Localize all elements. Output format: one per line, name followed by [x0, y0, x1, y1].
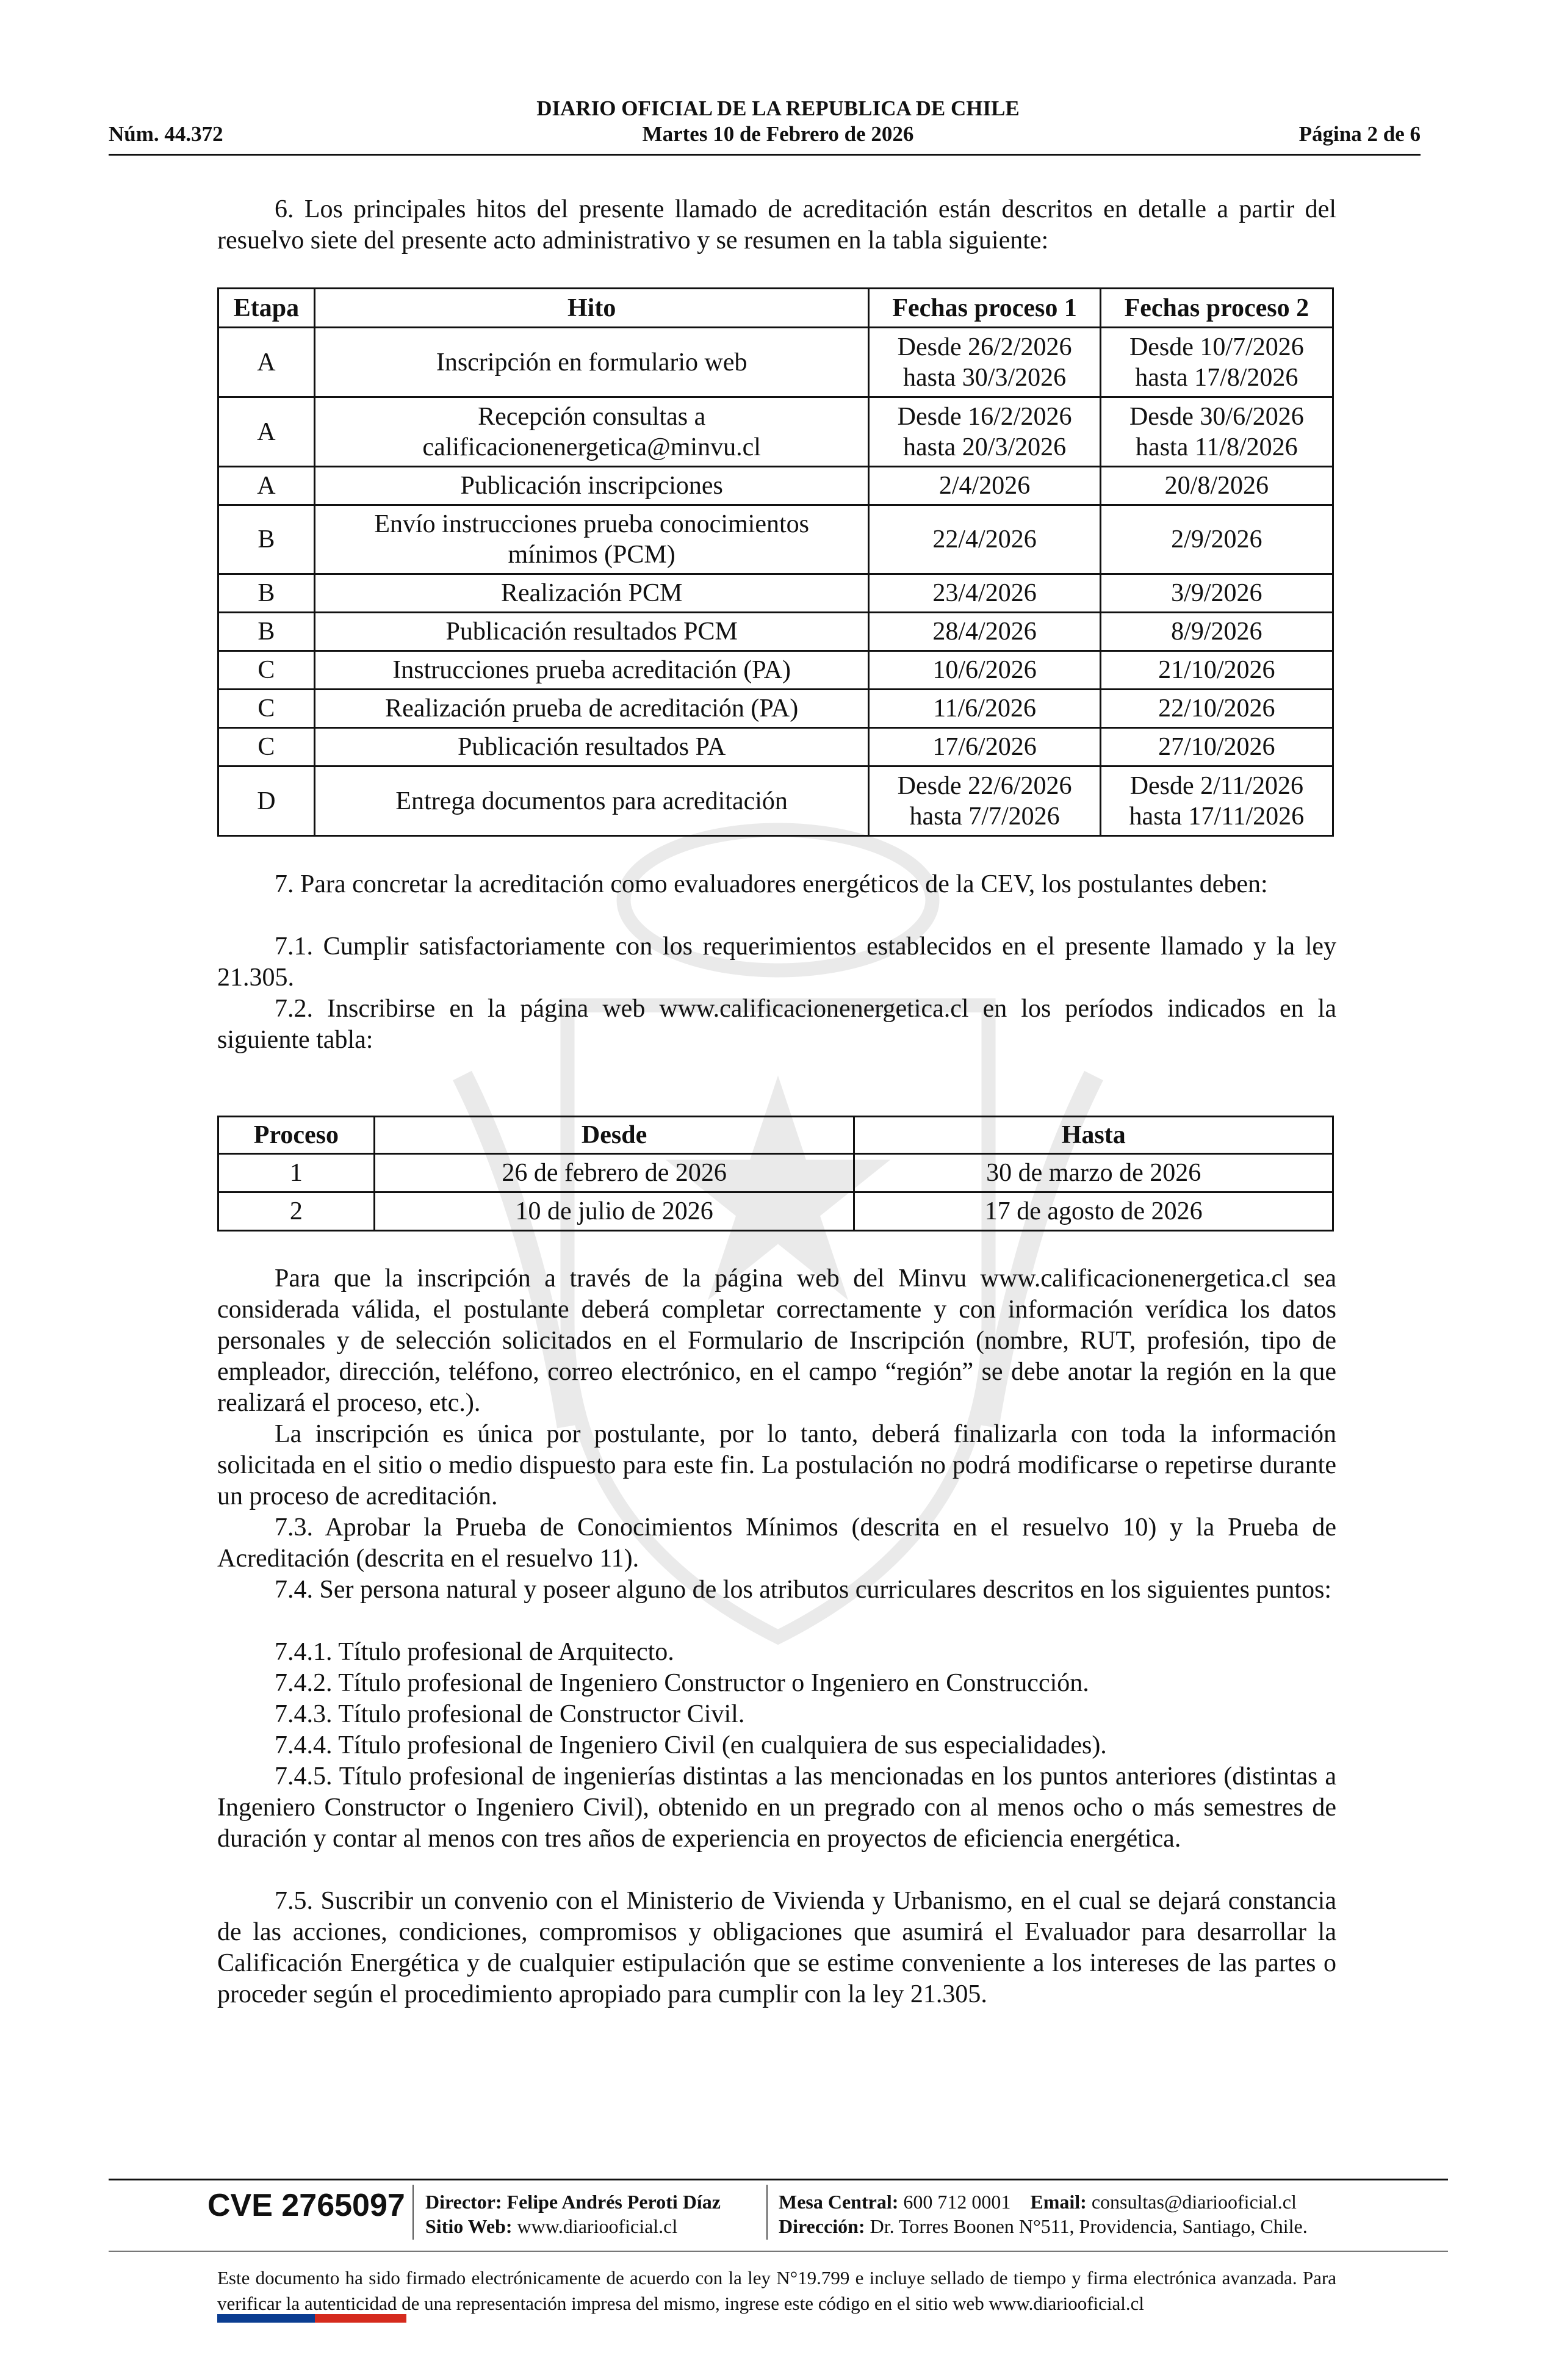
footer-divider: [109, 2179, 1448, 2180]
table-header-row: [218, 289, 1333, 328]
contact-line: [779, 2190, 1308, 2214]
list-item: 7.4.5. Título profesional de ingenierías distintas a las mencionadas en los puntos anteriores (distintas a Ingeniero Constructor o Ingeniero Civil), obtenido en un pregrado con al menos ocho o más semestres de duración y contar al menos con tres años de experiencia en proyectos de eficiencia energética.: [217, 1762, 1336, 1853]
etapa-cell: C: [218, 690, 315, 728]
mesa-value: 600 712 0001: [903, 2191, 1011, 2213]
page-number: Página 2 de 6: [1298, 122, 1421, 146]
date-line: hasta 20/3/2026: [903, 433, 1067, 461]
titles-list: [217, 1637, 1336, 1855]
proceso1-cell: 10/6/2026: [869, 651, 1100, 690]
date-line: Desde 22/6/2026: [897, 771, 1072, 800]
hito-cell: Realización PCM: [314, 574, 869, 613]
table-row: [218, 467, 1333, 505]
issue-number: Núm. 44.372: [109, 122, 223, 146]
hito-cell: Publicación resultados PA: [314, 728, 869, 766]
proceso-cell: 2: [218, 1192, 375, 1231]
hito-cell: Realización prueba de acreditación (PA): [314, 690, 869, 728]
requirements-block: [217, 1263, 1336, 2010]
table-row: [218, 728, 1333, 766]
date-line: hasta 30/3/2026: [903, 363, 1067, 392]
hito-line: calificacionenergetica@minvu.cl: [422, 433, 761, 461]
proceso2-cell: 8/9/2026: [1100, 613, 1333, 651]
hito-cell: Instrucciones prueba acreditación (PA): [314, 651, 869, 690]
cve-code: CVE 2765097: [207, 2188, 405, 2223]
proceso2-cell: 21/10/2026: [1100, 651, 1333, 690]
table-row: [218, 328, 1333, 397]
proceso1-cell: [869, 397, 1100, 467]
column-header: Fechas proceso 1: [869, 289, 1100, 328]
table-row: [218, 1154, 1333, 1192]
proceso1-cell: [869, 328, 1100, 397]
table-row: [218, 613, 1333, 651]
proceso1-cell: 11/6/2026: [869, 690, 1100, 728]
paragraph-7: 7. Para concretar la acreditación como evaluadores energéticos de la CEV, los postulantes deben:: [275, 870, 1268, 898]
column-header: Etapa: [218, 289, 315, 328]
date-line: Desde 10/7/2026: [1129, 333, 1304, 361]
column-header: Hito: [314, 289, 869, 328]
paragraph-7-4: 7.4. Ser persona natural y poseer alguno de los atributos curriculares descritos en los siguientes puntos:: [275, 1576, 1332, 1604]
hito-line: Recepción consultas a: [478, 402, 706, 431]
hito-cell: Entrega documentos para acreditación: [314, 766, 869, 836]
hito-line: mínimos (PCM): [508, 541, 675, 569]
paragraph-7-1: 7.1. Cumplir satisfactoriamente con los requerimientos establecidos en el presente llamado y la ley 21.305.: [217, 932, 1336, 992]
newspaper-title: DIARIO OFICIAL DE LA REPUBLICA DE CHILE: [536, 96, 1020, 120]
etapa-cell: A: [218, 397, 315, 467]
registration-period-table: [217, 1116, 1334, 1231]
proceso2-cell: 27/10/2026: [1100, 728, 1333, 766]
etapa-cell: D: [218, 766, 315, 836]
footer-director-block: [425, 2190, 721, 2238]
paragraph-6-block: [217, 194, 1336, 256]
issue-date: Martes 10 de Febrero de 2026: [642, 122, 914, 146]
header-divider: [109, 154, 1421, 156]
etapa-cell: C: [218, 651, 315, 690]
desde-cell: 26 de febrero de 2026: [374, 1154, 854, 1192]
footer-contact-block: [779, 2190, 1308, 2238]
date-line: Desde 26/2/2026: [897, 333, 1072, 361]
etapa-cell: B: [218, 613, 315, 651]
proceso-cell: 1: [218, 1154, 375, 1192]
date-line: Desde 16/2/2026: [897, 402, 1072, 431]
flag-stripe-red: [315, 2314, 406, 2323]
hito-line: Inscripción en formulario web: [436, 348, 747, 377]
table-row: [218, 766, 1333, 836]
paragraph-7-5: 7.5. Suscribir un convenio con el Ministerio de Vivienda y Urbanismo, en el cual se dejará constancia de las acciones, condiciones, compromisos y obligaciones que asumirá el Evaluador para desarrollar la Calificación Energética y de cualquier estipulación que se estime conveniente a los intereses de las partes o proceder según el procedimiento apropiado para cumplir con la ley 21.305.: [217, 1887, 1336, 2008]
hasta-cell: 30 de marzo de 2026: [854, 1154, 1333, 1192]
director-name: Felipe Andrés Peroti Díaz: [506, 2191, 721, 2213]
table-row: [218, 505, 1333, 574]
proceso2-cell: 22/10/2026: [1100, 690, 1333, 728]
address-value: Dr. Torres Boonen N°511, Providencia, Santiago, Chile.: [870, 2215, 1308, 2237]
hasta-cell: 17 de agosto de 2026: [854, 1192, 1333, 1231]
hito-cell: Publicación inscripciones: [314, 467, 869, 505]
hito-cell: [314, 397, 869, 467]
director-label: Director:: [425, 2191, 502, 2213]
table-row: [218, 574, 1333, 613]
column-header: Desde: [374, 1117, 854, 1154]
proceso2-cell: 20/8/2026: [1100, 467, 1333, 505]
proceso1-cell: 23/4/2026: [869, 574, 1100, 613]
etapa-cell: A: [218, 328, 315, 397]
etapa-cell: C: [218, 728, 315, 766]
proceso1-cell: 17/6/2026: [869, 728, 1100, 766]
proceso2-cell: 2/9/2026: [1100, 505, 1333, 574]
proceso2-cell: [1100, 328, 1333, 397]
proceso2-cell: [1100, 766, 1333, 836]
column-header: Proceso: [218, 1117, 375, 1154]
legal-notice: Este documento ha sido firmado electrónicamente de acuerdo con la ley N°19.799 e incluye sellado de tiempo y firma electrónica avanzada. Para verificar la autenticidad de una representación impresa del mismo, ingrese este código en el sitio web www.diariooficial.cl: [217, 2267, 1336, 2314]
list-item: 7.4.1. Título profesional de Arquitecto.: [275, 1638, 674, 1666]
paragraph-7-block: [217, 869, 1336, 1056]
director-line: [425, 2190, 721, 2214]
etapa-cell: A: [218, 467, 315, 505]
proceso1-cell: 22/4/2026: [869, 505, 1100, 574]
date-line: hasta 7/7/2026: [909, 802, 1060, 831]
hito-cell: [314, 328, 869, 397]
footer-separator: [412, 2185, 414, 2240]
milestones-table: [217, 287, 1334, 837]
paragraph-6: 6. Los principales hitos del presente llamado de acreditación están descritos en detalle a partir del resuelvo siete del presente acto administrativo y se resumen en la tabla siguiente:: [217, 195, 1336, 254]
paragraph-inscripcion: Para que la inscripción a través de la página web del Minvu www.calificacionenergetica.cl sea considerada válida, el postulante deberá completar correctamente y con información verídica los datos personales y de selección solicitados en el Formulario de Inscripción (nombre, RUT, profesión, tipo de empleador, dirección, teléfono, correo electrónico, en el campo “región” se debe anotar la región en la que realizará el proceso, etc.).: [217, 1264, 1336, 1417]
paragraph-7-2: 7.2. Inscribirse en la página web www.calificacionenergetica.cl en los períodos indicados en la siguiente tabla:: [217, 995, 1336, 1054]
list-item: 7.4.4. Título profesional de Ingeniero Civil (en cualquiera de sus especialidades).: [275, 1731, 1107, 1759]
email-link[interactable]: consultas@diariooficial.cl: [1091, 2191, 1297, 2213]
etapa-cell: B: [218, 574, 315, 613]
date-line: hasta 17/11/2026: [1129, 802, 1305, 831]
paragraph-7-3: 7.3. Aprobar la Prueba de Conocimientos Mínimos (descrita en el resuelvo 10) y la Prueba de Acreditación (descrita en el resuelvo 11).: [217, 1513, 1336, 1573]
proceso2-cell: 3/9/2026: [1100, 574, 1333, 613]
proceso1-cell: [869, 766, 1100, 836]
date-line: Desde 30/6/2026: [1129, 402, 1304, 431]
desde-cell: 10 de julio de 2026: [374, 1192, 854, 1231]
website-link[interactable]: www.diariooficial.cl: [517, 2215, 678, 2237]
proceso2-cell: [1100, 397, 1333, 467]
column-header: Hasta: [854, 1117, 1333, 1154]
footer-divider: [109, 2251, 1448, 2252]
address-line: [779, 2214, 1308, 2238]
table-row: [218, 397, 1333, 467]
table-row: [218, 651, 1333, 690]
proceso1-cell: 2/4/2026: [869, 467, 1100, 505]
hito-cell: Publicación resultados PCM: [314, 613, 869, 651]
mesa-label: Mesa Central:: [779, 2191, 899, 2213]
etapa-cell: B: [218, 505, 315, 574]
date-line: hasta 11/8/2026: [1136, 433, 1298, 461]
website-label: Sitio Web:: [425, 2215, 513, 2237]
proceso1-cell: 28/4/2026: [869, 613, 1100, 651]
email-label: Email:: [1030, 2191, 1087, 2213]
address-label: Dirección:: [779, 2215, 865, 2237]
hito-line: Envío instrucciones prueba conocimientos: [374, 510, 809, 538]
table-row: [218, 1192, 1333, 1231]
column-header: Fechas proceso 2: [1100, 289, 1333, 328]
date-line: hasta 17/8/2026: [1135, 363, 1298, 392]
footer-separator: [766, 2185, 768, 2240]
website-line: [425, 2214, 721, 2238]
paragraph-unica: La inscripción es única por postulante, por lo tanto, deberá finalizarla con toda la información solicitada en el sitio o medio dispuesto para este fin. La postulación no podrá modificarse o repetirse durante un proceso de acreditación.: [217, 1420, 1336, 1510]
hito-cell: [314, 505, 869, 574]
list-item: 7.4.3. Título profesional de Constructor Civil.: [275, 1700, 745, 1728]
date-line: Desde 2/11/2026: [1129, 771, 1303, 800]
list-item: 7.4.2. Título profesional de Ingeniero Constructor o Ingeniero en Construcción.: [275, 1669, 1089, 1697]
table-header-row: [218, 1117, 1333, 1154]
flag-stripe-blue: [217, 2314, 315, 2323]
table-row: [218, 690, 1333, 728]
